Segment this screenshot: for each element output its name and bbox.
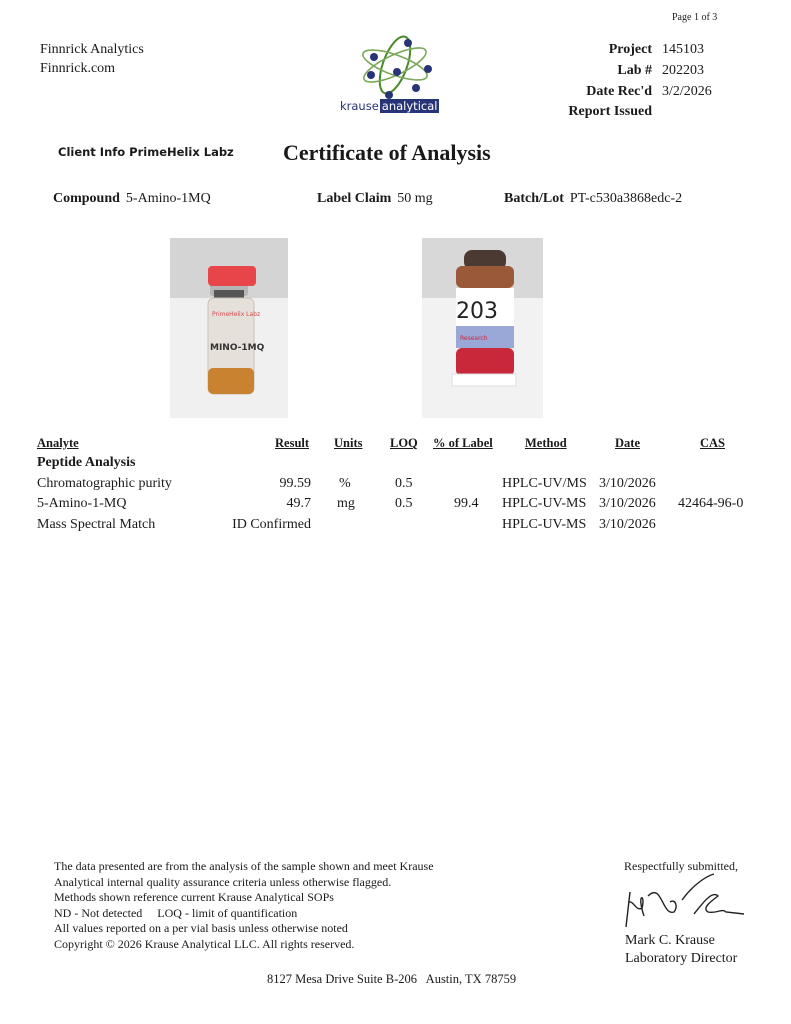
atom-icon: [338, 33, 452, 101]
closing-text: Respectfully submitted,: [624, 859, 738, 873]
svg-text:MINO-1MQ: MINO-1MQ: [210, 343, 265, 353]
page-title: Certificate of Analysis: [283, 140, 491, 165]
footer-notes: The data presented are from the analysis of the sample shown and meet Krause Analytical internal quality assurance criteria unless otherwise flagged. Methods shown reference current Krause Analytical SOPs ND - Not detected LOQ - limit of quantification All values reported on a per vial basis unless otherwise noted Copyright © 2026 Krause Analytical LLC. All rights reserved.: [54, 859, 434, 951]
col-header-loq: LOQ: [390, 436, 418, 450]
meta-project: Project 145103: [608, 42, 704, 58]
compound-field: Compound 5-Amino-1MQ: [53, 191, 211, 206]
label-claim-field: Label Claim 50 mg: [317, 191, 433, 206]
vial-back-photo: [422, 238, 543, 418]
meta-date-received: Date Rec'd 3/2/2026: [586, 83, 712, 99]
report-meta: [560, 40, 712, 123]
client-info: Client Info PrimeHelix Labz: [58, 145, 234, 159]
logo-wordmark: [340, 99, 439, 113]
client-org-name: Finnrick Analytics: [40, 42, 144, 57]
col-header-result: Result: [275, 436, 310, 450]
svg-text:PrimeHelix Labz: PrimeHelix Labz: [212, 311, 261, 318]
signer-name: Mark C. Krause: [625, 933, 715, 948]
logo-word-analytical: analytical: [381, 99, 438, 113]
col-header-units: Units: [334, 436, 363, 450]
col-header-method: Method: [525, 436, 567, 450]
page-indicator: Page 1 of 3: [672, 12, 718, 23]
meta-report-issued: Report Issued: [568, 104, 652, 120]
col-header-cas: CAS: [700, 436, 726, 450]
signature-image: [622, 872, 747, 937]
krause-analytical-logo: [338, 33, 452, 119]
section-heading: Peptide Analysis: [37, 455, 136, 470]
col-header-pct-label: % of Label: [433, 436, 493, 450]
signer-block: [625, 932, 737, 968]
meta-lab-number: Lab # 202203: [617, 63, 704, 79]
batch-lot-field: Batch/Lot PT-c530a3868edc-2: [504, 191, 683, 206]
lab-address: 8127 Mesa Drive Suite B-206 Austin, TX 78759: [267, 972, 517, 986]
client-org-site: Finnrick.com: [40, 61, 116, 76]
vial-front-photo: [170, 238, 288, 418]
svg-text:Research: Research: [460, 335, 488, 342]
col-header-analyte: Analyte: [37, 436, 79, 450]
logo-word-krause: krause: [340, 99, 379, 113]
client-org-block: [40, 40, 144, 78]
col-header-date: Date: [615, 436, 640, 450]
svg-text:203: 203: [456, 299, 498, 324]
signer-title: Laboratory Director: [625, 951, 738, 966]
